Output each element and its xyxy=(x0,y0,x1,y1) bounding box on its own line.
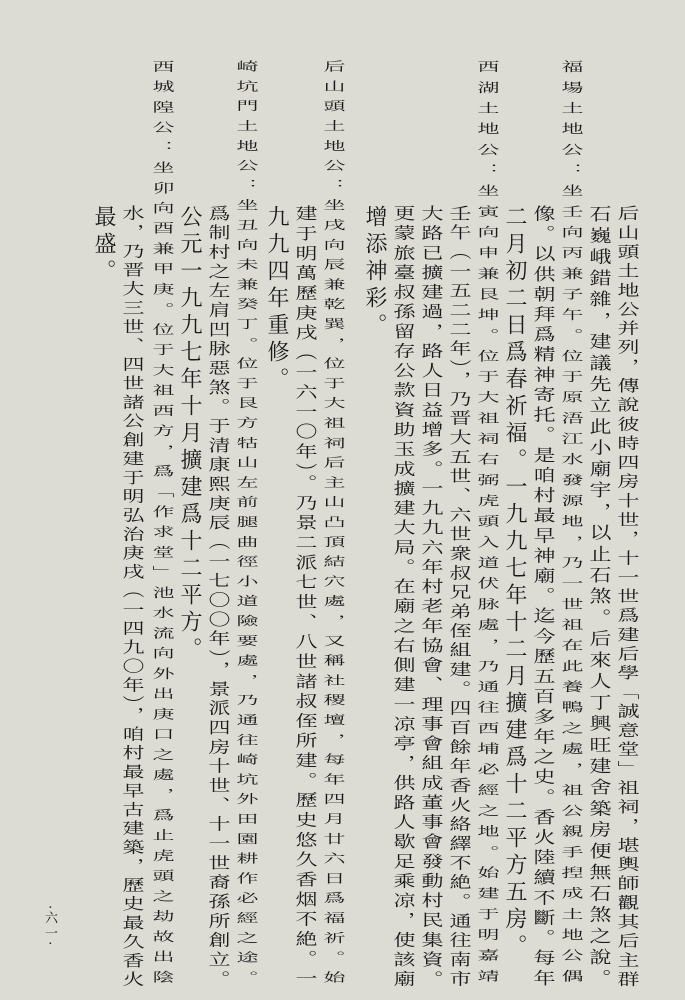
page-number: ·六一· xyxy=(42,905,57,948)
text-column: 西城隍公：坐卯向酉兼甲庚。位于大祖西方，爲「作求堂」池水流向外出庚口之處，爲止虎頭之劫故出陰 xyxy=(149,60,174,991)
text-column: 最盛。 xyxy=(91,205,116,286)
text-column: 崎坑門土地公：坐丑向未兼癸丁。位于艮方牯山左前腿曲徑小道險要處，乃通往崎坑外田園耕作必經之途。 xyxy=(233,60,258,991)
text-column: 石巍峨錯雜，建議先立此小廟宇，以止石煞。后來人丁興旺建舍築房便無石煞之說。 xyxy=(586,205,611,991)
text-column: 九九四年重修。 xyxy=(264,205,289,394)
text-column: 二月初二日爲春祈福。一九九七年十二月擴建爲十二平方五房。 xyxy=(502,205,527,961)
text-column: 更蒙旅臺叔孫留存公款資助玉成擴建大局。在廟之右側建一凉亭，供路人歇足乘凉，使該廟 xyxy=(390,205,415,991)
text-column: 西湖土地公：坐寅向申兼艮坤。位于大祖祠右弼虎頭入道伏脉處，乃通往西埔必經之地。始建于明嘉靖 xyxy=(474,60,499,990)
text-column: 壬午（一五二二年），乃晋大五世、六世衆叔兄弟侄組建。四百餘年香火絡繹不絶。通往南市 xyxy=(446,205,471,990)
text-column: 像。以供朝拜爲精神寄托。是咱村最早神廟。迄今歷五百多年之史。香火陸續不斷。每年 xyxy=(530,205,555,990)
text-column: 后山頭土地公并列，傳說彼時四房十世，十一世爲建后學「誠意堂」祖祠，堪輿師觀其后主群 xyxy=(614,205,639,990)
text-column: 爲制村之左肩凹脉惡煞。于清康熙庚辰（一七〇〇年），景派四房十世、十一世裔孫所創立。 xyxy=(205,205,230,990)
text-column: 增添神彩。 xyxy=(362,205,387,340)
text-column: 福場土地公：坐壬向丙兼子午。位于原浯江水發源地，乃一世祖在此養鴨之處，祖公親手揑成土地公偶 xyxy=(558,60,583,990)
text-column: 建于明萬歷庚戌（一六一〇年）。乃景二派七世、八世諸叔侄所建。歷史悠久香烟不絶。一 xyxy=(292,205,317,990)
text-column: 公元一九九七年十月擴建爲十二平方。 xyxy=(177,205,202,664)
text-column: 水，乃晋大三世、四世諸公創建于明弘治庚戌（一四九〇年），咱村最早古建築，歷史最久香火 xyxy=(119,205,144,990)
text-column: 后山頭土地公：坐戌向辰兼乾巽，位于大祖祠后主山凸頂結穴處，又稱社稷壇，每年四月廿六日爲福祈。始 xyxy=(320,60,345,991)
text-column: 大路已擴建過，路人日益增多。一九九六年村老年協會、理事會組成董事會發動村民集資。 xyxy=(418,205,443,991)
